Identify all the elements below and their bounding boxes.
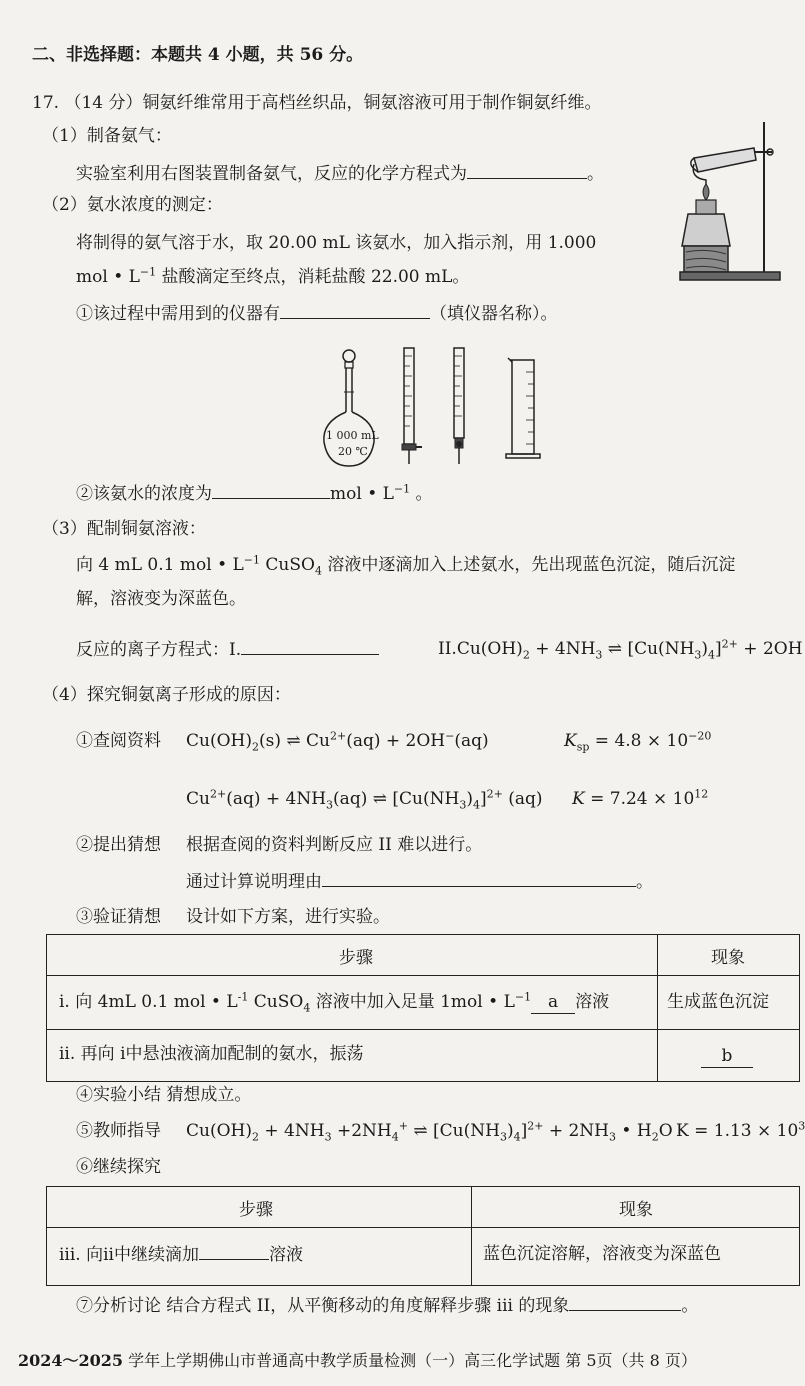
page-footer: 2024～2025 学年上学期佛山市普通高中教学质量检测（一）高三化学试题 第 5页（共 8 页）: [18, 1351, 697, 1370]
step-6: ⑥继续探究: [76, 1157, 161, 1177]
table-2-row-1-result: 蓝色沉淀溶解，溶液变为深蓝色: [483, 1244, 721, 1264]
table-1-header-steps: 步骤: [339, 948, 373, 968]
graduated-cylinder-icon: [506, 358, 540, 458]
part-3-ion-equation-2: $II.Cu(OH)_2 + 4NH_3$ ⇌ $[Cu(NH_3)_4]^{2+} + 2OH$: [438, 637, 803, 662]
flask-label-volume: 1 000 mL: [326, 429, 379, 442]
table-2-header-phenomena: 现象: [619, 1200, 653, 1220]
equilibrium-eq-1: $Cu(OH)_2(s)$ ⇌ $Cu^{2+}(aq) + 2OH^-(aq)$: [186, 729, 489, 754]
step-3-label: ③验证猜想: [76, 907, 161, 927]
answer-blank-b[interactable]: b: [701, 1045, 753, 1068]
acid-burette-icon: [402, 348, 422, 464]
answer-blank-solution[interactable]: [199, 1243, 269, 1260]
step-2-label: ②提出猜想: [76, 835, 161, 855]
table-1-row-2-step: ii. 再向 i中悬浊液滴加配制的氨水，振荡: [59, 1044, 364, 1064]
table-1-row-1-step: i. 向 4mL 0.1 mol • $L^{-1}$ CuSO$_4$ 溶液中加入足量 1mol • $L^{-1}$ a 溶液: [59, 990, 610, 1015]
part-1-text: 实验室利用右图装置制备氨气，反应的化学方程式为 。: [76, 164, 604, 184]
step-2-text: 根据查阅的资料判断反应 II 难以进行。: [186, 835, 483, 855]
k-value: $K = 7.24 \times 10^{12}$: [572, 787, 709, 809]
ammonia-apparatus-figure: [676, 118, 786, 293]
step-5-label: ⑤教师指导: [76, 1121, 161, 1141]
ksp-value: $K_{sp} = 4.8 \times 10^{-20}$: [564, 729, 712, 754]
teacher-equation: $Cu(OH)_2 + 4NH_3 +2NH_4^+$ ⇌ $[Cu(NH_3)_4]^{2+} + 2NH_3$ • $H_2O$: [186, 1119, 673, 1144]
part-2-question-1: ①该过程中需用到的仪器有 （填仪器名称）。: [76, 304, 558, 324]
table-1-row-1-result: 生成蓝色沉淀: [667, 992, 769, 1012]
answer-blank-instruments[interactable]: [280, 302, 430, 319]
table-1-row-2-result: [701, 1045, 753, 1068]
experiment-table-1: [46, 934, 800, 1082]
part-2-question-2: ②该氨水的浓度为 mol • $L^{-1}$ 。: [76, 482, 433, 504]
section-title: 二、非选择题：本题共 4 小题，共 56 分。: [32, 45, 364, 65]
answer-blank-1[interactable]: [467, 162, 587, 179]
part-2-line-1: 将制得的氨气溶于水，取 20.00 mL 该氨水，加入指示剂，用 1.000: [76, 233, 597, 253]
teacher-k-value: $K = 1.13 \times 10^3$: [676, 1119, 805, 1141]
part-3-line-2: 解，溶液变为深蓝色。: [76, 589, 246, 609]
table-1-header-phenomena: 现象: [711, 948, 745, 968]
part-3-label: （3）配制铜氨溶液：: [42, 519, 206, 539]
part-1-label: （1）制备氨气：: [42, 126, 172, 146]
step-7: ⑦分析讨论 结合方程式 II，从平衡移动的角度解释步骤 iii 的现象 。: [76, 1296, 699, 1316]
table-2-header-steps: 步骤: [239, 1200, 273, 1220]
part-2-label: （2）氨水浓度的测定：: [42, 195, 223, 215]
step-3-text: 设计如下方案，进行实验。: [186, 907, 390, 927]
answer-blank-a[interactable]: a: [531, 991, 575, 1014]
part-4-label: （4）探究铜氨离子形成的原因：: [42, 685, 291, 705]
base-burette-icon: [454, 348, 464, 464]
part-3-line-1: 向 4 mL 0.1 mol • $L^{-1}$ CuSO$_4$ 溶液中逐滴加入上述氨水，先出现蓝色沉淀，随后沉淀: [76, 553, 736, 578]
answer-blank-reason[interactable]: [322, 870, 636, 887]
part-3-ion-equations: 反应的离子方程式：I.: [76, 638, 379, 661]
answer-blank-ion-eq-1[interactable]: [241, 638, 379, 655]
flask-label-temp: 20 ℃: [338, 445, 368, 458]
question-17-intro: 17. （14 分）铜氨纤维常用于高档丝织品，铜氨溶液可用于制作铜氨纤维。: [32, 93, 602, 113]
answer-blank-concentration[interactable]: [212, 482, 330, 499]
experiment-table-2: [46, 1186, 800, 1286]
table-2-row-1-step: iii. 向ii中继续滴加 溶液: [59, 1245, 303, 1265]
answer-blank-explanation[interactable]: [569, 1294, 681, 1311]
part-2-line-2: mol • $L^{-1}$ 盐酸滴定至终点，消耗盐酸 22.00 mL。: [76, 265, 470, 287]
step-2-line-2: 通过计算说明理由 。: [186, 872, 653, 892]
step-1-label: ①查阅资料: [76, 731, 161, 751]
equilibrium-eq-2: $Cu^{2+}(aq) + 4NH_3(aq)$ ⇌ $[Cu(NH_3)_4]^{2+}$ (aq): [186, 787, 543, 812]
step-4: ④实验小结 猜想成立。: [76, 1085, 252, 1105]
